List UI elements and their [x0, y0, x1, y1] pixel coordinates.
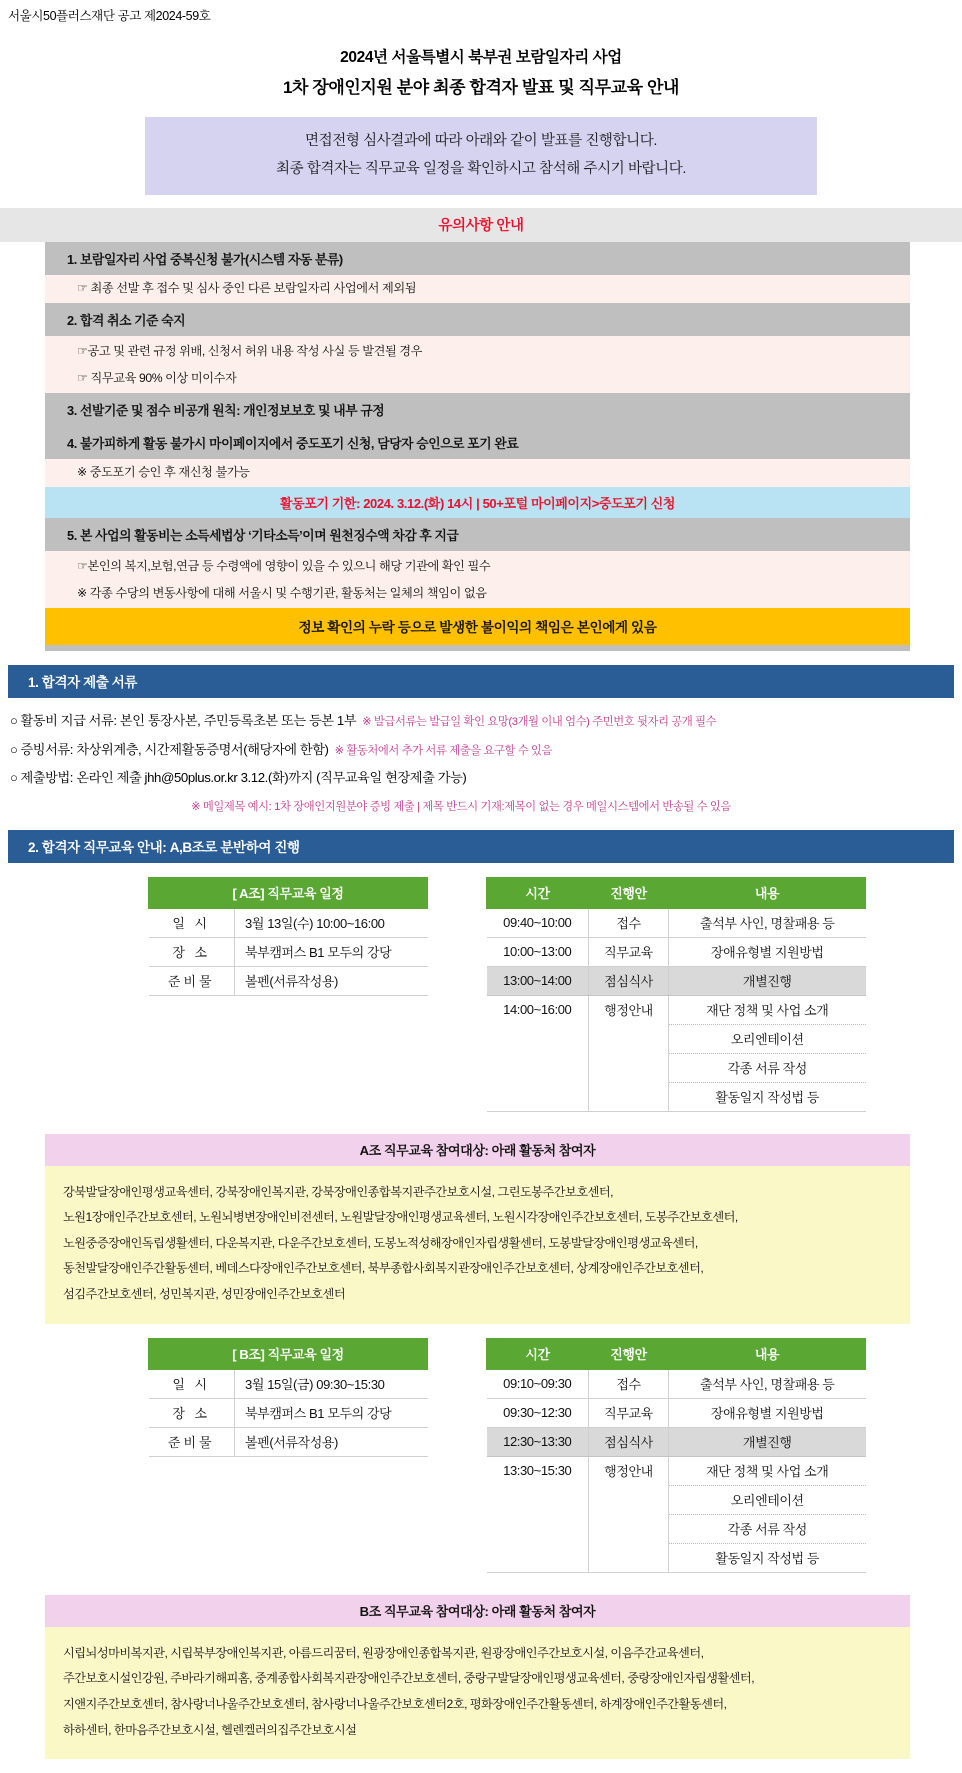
schedule-time: [487, 1024, 589, 1053]
training-info-title-a: [ A조] 직무교육 일정: [149, 877, 428, 908]
schedule-content: 개별진행: [669, 1427, 866, 1456]
participants-line: 강북발달장애인평생교육센터, 강북장애인복지관, 강북장애인종합복지관주간보호시설, 그린도봉주간보호센터,: [63, 1184, 614, 1199]
schedule-content: 오리엔테이션: [669, 1024, 866, 1053]
schedule-program: 직무교육: [589, 937, 669, 966]
list-item: [10, 707, 962, 735]
notice-item-5-detail-1: ☞본인의 복지,보험,연금 등 수령액에 영향이 있을 수 있으니 해당 기관에 확인 필수: [45, 551, 910, 580]
withdrawal-deadline-banner: 활동포기 기한: 2024. 3.12.(화) 14시 | 50+포털 마이페이지>중도포기 신청: [45, 487, 910, 518]
schedule-time: [487, 1053, 589, 1082]
schedule-time: 13:00~14:00: [487, 966, 589, 995]
training-info-table-a: [148, 877, 428, 996]
schedule-content: 각종 서류 작성: [669, 1514, 866, 1543]
schedule-program: [589, 1543, 669, 1572]
schedule-time: [487, 1485, 589, 1514]
notice-item-2-heading: 2. 합격 취소 기준 숙지: [45, 303, 910, 336]
submission-item-note: ※ 발급서류는 발급일 확인 요망(3개월 이내 엄수) 주민번호 뒷자리 공개 필수: [362, 716, 717, 729]
table-row: [487, 1053, 866, 1082]
schedule-time: [487, 1514, 589, 1543]
table-row: [149, 1398, 428, 1427]
notice-item-3-heading: 3. 선발기준 및 점수 비공개 원칙: 개인정보보호 및 내부 규정: [45, 393, 910, 426]
schedule-program: 행정안내: [589, 1456, 669, 1485]
table-row: [487, 1485, 866, 1514]
table-row: [487, 995, 866, 1024]
schedule-program: [589, 1082, 669, 1111]
intro-line-1: 면접전형 심사결과에 따라 아래와 같이 발표를 진행합니다.: [305, 132, 657, 149]
schedule-content: 개별진행: [669, 966, 866, 995]
table-row: [487, 1427, 866, 1456]
notice-list: [45, 242, 910, 651]
schedule-program: 접수: [589, 908, 669, 937]
info-key: 장 소: [149, 1398, 235, 1427]
schedule-time: 10:00~13:00: [487, 937, 589, 966]
schedule-content: 재단 정책 및 사업 소개: [669, 995, 866, 1024]
schedule-content: 각종 서류 작성: [669, 1053, 866, 1082]
schedule-program: 접수: [589, 1369, 669, 1398]
schedule-program: [589, 1024, 669, 1053]
schedule-program: 점심식사: [589, 1427, 669, 1456]
bottom-spacer: [0, 1759, 962, 1773]
table-row: [487, 1369, 866, 1398]
page-title-line-2: 1차 장애인지원 분야 최종 합격자 발표 및 직무교육 안내: [282, 78, 680, 98]
schedule-time: [487, 1543, 589, 1572]
schedule-content: 재단 정책 및 사업 소개: [669, 1456, 866, 1485]
schedule-col-program: 진행안: [589, 1338, 669, 1369]
table-row: [487, 1514, 866, 1543]
training-schedule-table-a: [486, 877, 866, 1112]
schedule-program: 점심식사: [589, 966, 669, 995]
schedule-time: 14:00~16:00: [487, 995, 589, 1024]
page-title-line-1: 2024년 서울특별시 북부권 보람일자리 사업: [340, 49, 622, 66]
table-row: [487, 1543, 866, 1572]
schedule-content: 장애유형별 지원방법: [669, 937, 866, 966]
info-value: 볼펜(서류작성용): [235, 1427, 428, 1456]
table-row: [149, 908, 428, 937]
training-schedule-table-b: [486, 1338, 866, 1573]
participants-line: 섬김주간보호센터, 성민복지관, 성민장애인주간보호센터: [63, 1287, 346, 1302]
submission-item-note: ※ 활동처에서 추가 서류 제출을 요구할 수 있음: [334, 744, 553, 757]
submission-document-list: [10, 707, 962, 791]
schedule-content: 활동일지 작성법 등: [669, 1543, 866, 1572]
table-row: [149, 966, 428, 995]
participants-line: 시립뇌성마비복지관, 시립북부장애인복지관, 아름드리꿈터, 원광장애인종합복지관, 원광장애인주간보호시설, 이음주간교육센터,: [63, 1645, 704, 1660]
participants-line: 주간보호시설인강원, 주바라기해피홈, 중계종합사회복지관장애인주간보호센터, 중랑구발달장애인평생교육센터, 중랑장애인자립생활센터,: [63, 1671, 755, 1686]
participants-header-a: A조 직무교육 참여대상: 아래 활동처 참여자: [45, 1134, 910, 1166]
notice-item-5-heading: 5. 본 사업의 활동비는 소득세법상 ‘기타소득’이며 원천징수액 차감 후 지급: [45, 518, 910, 551]
participants-list-b: [45, 1627, 910, 1760]
table-row: [149, 1369, 428, 1398]
list-item: [10, 736, 962, 764]
notice-item-2-detail-1: ☞공고 및 관련 규정 위배, 신청서 허위 내용 작성 사실 등 발견될 경우: [45, 336, 910, 365]
notice-item-1-heading: 1. 보람일자리 사업 중복신청 불가(시스템 자동 분류): [45, 242, 910, 275]
submission-item-text: 제출방법: 온라인 제출 jhh@50plus.or.kr 3.12.(화)까지 (직무교육일 현장제출 가능): [20, 769, 467, 785]
info-value: 3월 13일(수) 10:00~16:00: [235, 908, 428, 937]
notice-item-2-detail-2: ☞ 직무교육 90% 이상 미이수자: [45, 365, 910, 393]
info-key: 장 소: [149, 937, 235, 966]
info-value: 북부캠퍼스 B1 모두의 강당: [235, 1398, 428, 1427]
schedule-col-time: 시간: [487, 1338, 589, 1369]
schedule-col-content: 내용: [669, 877, 866, 908]
schedule-program: 행정안내: [589, 995, 669, 1024]
notice-section-title: 유의사항 안내: [438, 218, 524, 235]
table-row: [487, 966, 866, 995]
participants-list-a: [45, 1166, 910, 1324]
schedule-program: [589, 1485, 669, 1514]
table-row: [149, 937, 428, 966]
participants-line: 지앤지주간보호센터, 참사랑너나울주간보호센터, 참사랑너나울주간보호센터2호, 평화장애인주간활동센터, 하계장애인주간활동센터,: [63, 1696, 727, 1711]
table-row: [487, 1082, 866, 1111]
schedule-program: 직무교육: [589, 1398, 669, 1427]
notice-item-5-detail-2: ※ 각종 수당의 변동사항에 대해 서울시 및 수행기관, 활동처는 일체의 책임이 없음: [45, 580, 910, 608]
schedule-group-a: [0, 877, 962, 1112]
table-row: [487, 1456, 866, 1485]
schedule-program: [589, 1053, 669, 1082]
info-key: 준비물: [149, 966, 235, 995]
table-row: [487, 1024, 866, 1053]
schedule-content: 출석부 사인, 명찰패용 등: [669, 1369, 866, 1398]
notice-item-1-detail-1: ☞ 최종 선발 후 접수 및 심사 중인 다른 보람일자리 사업에서 제외됨: [45, 275, 910, 303]
schedule-program: [589, 1514, 669, 1543]
participants-line: 노원1장애인주간보호센터, 노원뇌병변장애인비전센터, 노원발달장애인평생교육센터, 노원시각장애인주간보호센터, 도봉주간보호센터,: [63, 1210, 738, 1225]
schedule-col-time: 시간: [487, 877, 589, 908]
participants-line: 노원중증장애인독립생활센터, 다운복지관, 다운주간보호센터, 도봉노적성해장애인자립생활센터, 도봉발달장애인평생교육센터,: [63, 1235, 698, 1250]
section-2-header: 2. 합격자 직무교육 안내: A,B조로 분반하여 진행: [8, 830, 954, 863]
responsibility-warning-banner: 정보 확인의 누락 등으로 발생한 불이익의 책임은 본인에게 있음: [45, 608, 910, 645]
intro-line-2: 최종 합격자는 직무교육 일정을 확인하시고 참석해 주시기 바랍니다.: [275, 161, 687, 178]
table-row: [487, 937, 866, 966]
circle-bullet-icon: ○: [10, 741, 18, 757]
schedule-time: 09:10~09:30: [487, 1369, 589, 1398]
document-number: 서울시50플러스재단 공고 제2024-59호: [8, 9, 211, 23]
notice-item-4-heading: 4. 불가피하게 활동 불가시 마이페이지에서 중도포기 신청, 담당자 승인으로 포기 완료: [45, 426, 910, 459]
info-key: 일 시: [149, 1369, 235, 1398]
schedule-content: 활동일지 작성법 등: [669, 1082, 866, 1111]
info-value: 북부캠퍼스 B1 모두의 강당: [235, 937, 428, 966]
schedule-time: 12:30~13:30: [487, 1427, 589, 1456]
submission-item-text: 증빙서류: 차상위계층, 시간제활동증명서(해당자에 한함): [20, 741, 329, 757]
section-1-header: 1. 합격자 제출 서류: [8, 665, 954, 698]
training-info-table-b: [148, 1338, 428, 1457]
participants-line: 동천발달장애인주간활동센터, 베데스다장애인주간보호센터, 북부종합사회복지관장애인주간보호센터, 상계장애인주간보호센터,: [63, 1261, 704, 1276]
schedule-col-program: 진행안: [589, 877, 669, 908]
table-row: [149, 1427, 428, 1456]
training-info-title-b: [ B조] 직무교육 일정: [149, 1338, 428, 1369]
email-subject-note: ※ 메일제목 예시: 1차 장애인지원분야 증빙 제출 | 제목 반드시 기재:제목이 없는 경우 메일시스템에서 반송될 수 있음: [191, 800, 731, 813]
info-value: 볼펜(서류작성용): [235, 966, 428, 995]
schedule-group-b: [0, 1338, 962, 1573]
table-row: [487, 1398, 866, 1427]
schedule-time: [487, 1082, 589, 1111]
list-item: [10, 764, 962, 792]
schedule-content: 장애유형별 지원방법: [669, 1398, 866, 1427]
schedule-time: 13:30~15:30: [487, 1456, 589, 1485]
notice-item-4-detail-1: ※ 중도포기 승인 후 재신청 불가능: [45, 459, 910, 487]
schedule-content: 오리엔테이션: [669, 1485, 866, 1514]
participants-header-b: B조 직무교육 참여대상: 아래 활동처 참여자: [45, 1595, 910, 1627]
table-row: [487, 908, 866, 937]
schedule-time: 09:30~12:30: [487, 1398, 589, 1427]
participants-line: 하하센터, 한마음주간보호시설, 헬렌켈러의집주간보호시설: [63, 1722, 357, 1737]
submission-item-text: 활동비 지급 서류: 본인 통장사본, 주민등록초본 또는 등본 1부: [20, 713, 357, 729]
intro-banner: [145, 117, 817, 196]
schedule-col-content: 내용: [669, 1338, 866, 1369]
info-key: 준비물: [149, 1427, 235, 1456]
info-value: 3월 15일(금) 09:30~15:30: [235, 1369, 428, 1398]
circle-bullet-icon: ○: [10, 713, 18, 729]
circle-bullet-icon: ○: [10, 769, 18, 785]
schedule-time: 09:40~10:00: [487, 908, 589, 937]
title-block: [0, 46, 962, 101]
schedule-content: 출석부 사인, 명찰패용 등: [669, 908, 866, 937]
notice-section-header: [0, 208, 962, 242]
info-key: 일 시: [149, 908, 235, 937]
